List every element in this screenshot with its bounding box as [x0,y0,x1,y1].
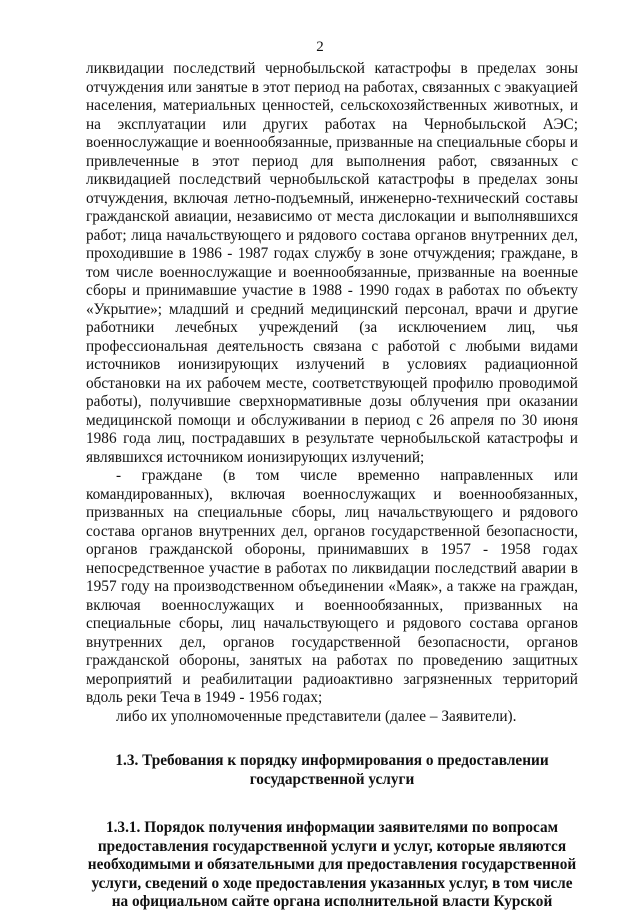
body-paragraph-continuation: ликвидации последствий чернобыльской катастрофы в пределах зоны отчуждения или занятые в этот период на работах, связанных с эвакуацией населения, материальных ценностей, сельскохозяйственных животных, и на эксплуатации или других работах на Чернобыльской АЭС; военнослужащие и военнообязанные, призванные на специальные сборы и привлеченные в этот период для выполнения работ, связанных с ликвидацией последствий чернобыльской катастрофы в пределах зоны отчуждения, включая летно-подъемный, инженерно-технический составы гражданской авиации, независимо от места дислокации и выполнявшихся работ; лица начальствующего и рядового состава органов внутренних дел, проходившие в 1986 - 1987 годах службу в зоне отчуждения; граждане, в том числе военнослужащие и военнообязанные, призванные на военные сборы и принимавшие участие в 1988 - 1990 годах в работах по объекту «Укрытие»; младший и средний медицинский персонал, врачи и другие работники лечебных учреждений (за исключением лиц, чья профессиональная деятельность связана с работой с любыми видами источников ионизирующих излучений в условиях радиационной обстановки на их рабочем месте, соответствующей профилю проводимой работы), получившие сверхнормативные дозы облучения при оказании медицинской помощи и обслуживании в период с 26 апреля по 30 июня 1986 года лиц, пострадавших в результате чернобыльской катастрофы и являвшихся источником ионизирующих излучений; [86,60,578,466]
body-paragraph-representatives: либо их уполномоченные представители (далее – Заявители). [116,707,517,725]
section-heading-1-3: 1.3. Требования к порядку информирования о предоставлении государственной услуги [115,752,549,788]
page-number: 2 [316,39,324,55]
body-paragraph-mayak-citizens: - граждане (в том числе временно направленных или командированных), включая военнослужащих и военнообязанных, призванных на специальные сборы, лиц начальствующего и рядового состава органов внутренних дел, органов государственной безопасности, органов гражданской обороны, принимавших в 1957 - 1958 годах непосредственное участие в работах по ликвидации последствий аварии в 1957 году на производственном объединении «Маяк», а также на граждан, включая военнослужащих и военнообязанных, призванных на специальные сборы, лиц начальствующего и рядового состава органов внутренних дел, органов государственной безопасности, органов гражданской обороны, занятых на работах по проведению защитных мероприятий и реабилитации радиоактивно загрязненных территорий вдоль реки Теча в 1949 - 1956 годах; [86,467,578,706]
subsection-heading-1-3-1: 1.3.1. Порядок получения информации заявителями по вопросам предоставления государственной услуги и услуг, которые являются необходимыми и обязательными для предоставления государственной услуги, сведений о ходе предоставления указанных услуг, в том числе на официальном сайте органа исполнительной власти Курской [87,819,577,910]
document-body [86,60,578,912]
